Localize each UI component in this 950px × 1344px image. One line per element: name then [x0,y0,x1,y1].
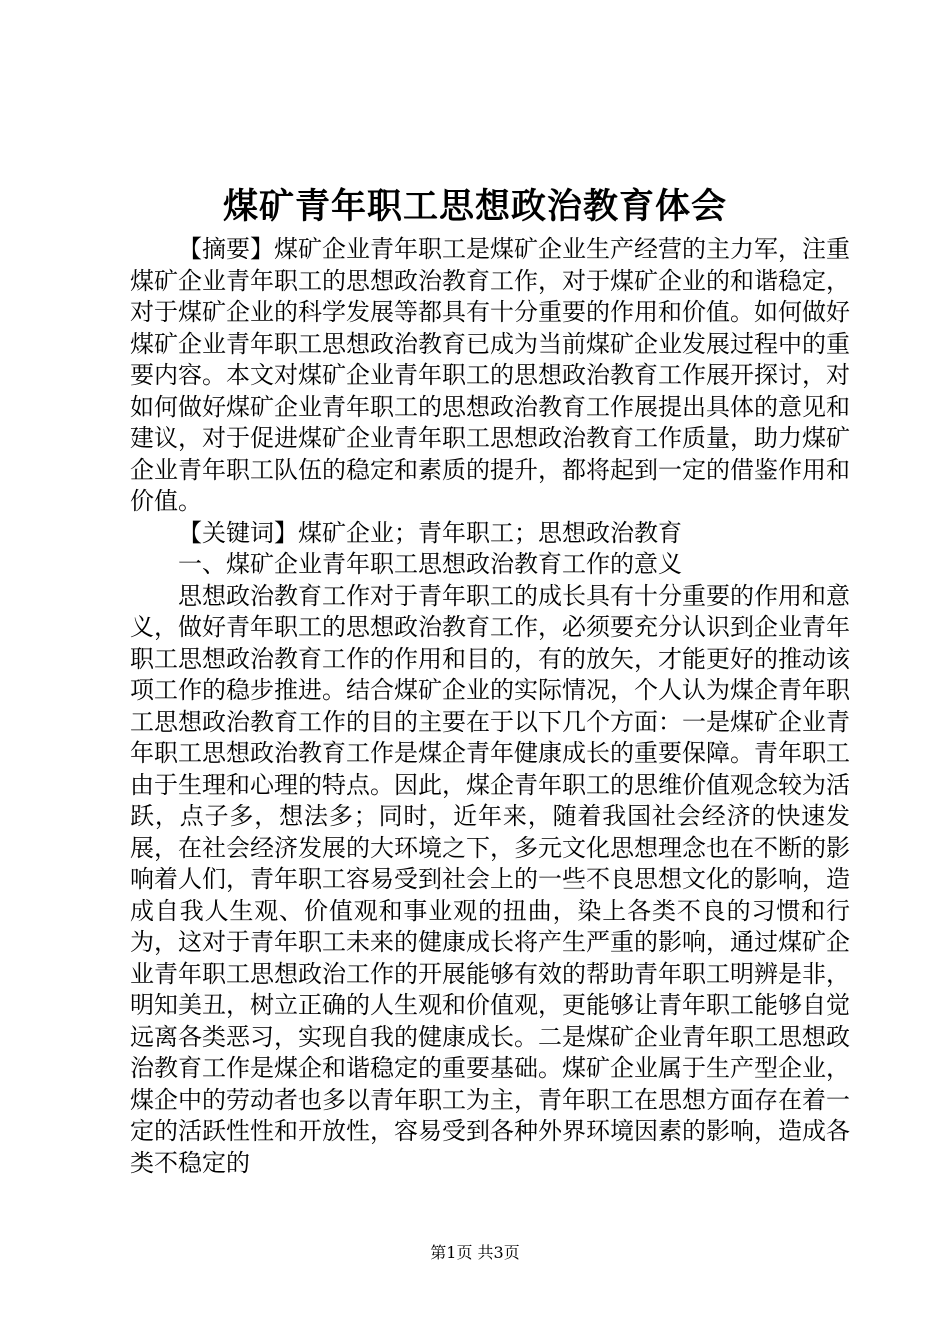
keywords-paragraph: 【关键词】煤矿企业；青年职工；思想政治教育 [178,518,682,547]
body-paragraph: 思想政治教育工作对于青年职工的成长具有十分重要的作用和意义，做好青年职工的思想政治教育工作，必须要充分认识到企业青年职工思想政治教育工作的作用和目的，有的放矢，才能更好的推动该项工作的稳步推进。结合煤矿企业的实际情况，个人认为煤企青年职工思想政治教育工作的目的主要在于以下几个方面：一是煤矿企业青年职工思想政治教育工作是煤企青年健康成长的重要保障。青年职工由于生理和心理的特点。因此，煤企青年职工的思维价值观念较为活跃，点子多，想法多；同时，近年来，随着我国社会经济的快速发展，在社会经济发展的大环境之下，多元文化思想理念也在不断的影响着人们，青年职工容易受到社会上的一些不良思想文化的影响，造成自我人生观、价值观和事业观的扭曲，染上各类不良的习惯和行为，这对于青年职工未来的健康成长将产生严重的影响，通过煤矿企业青年职工思想政治工作的开展能够有效的帮助青年职工明辨是非，明知美丑，树立正确的人生观和价值观，更能够让青年职工能够自觉远离各类恶习，实现自我的健康成长。二是煤矿企业青年职工思想政治教育工作是煤企和谐稳定的重要基础。煤矿企业属于生产型企业，煤企中的劳动者也多以青年职工为主，青年职工在思想方面存在着一定的活跃性性和开放性，容易受到各种外界环境因素的影响，造成各类不稳定的 [130,581,850,1177]
page-footer: 第1页 共3页 [430,1243,520,1262]
abstract-paragraph: 【摘要】煤矿企业青年职工是煤矿企业生产经营的主力军，注重煤矿企业青年职工的思想政治教育工作，对于煤矿企业的和谐稳定，对于煤矿企业的科学发展等都具有十分重要的作用和价值。如何做好煤矿企业青年职工思想政治教育已成为当前煤矿企业发展过程中的重要内容。本文对煤矿企业青年职工的思想政治教育工作展开探讨，对如何做好煤矿企业青年职工的思想政治教育工作展提出具体的意见和建议，对于促进煤矿企业青年职工思想政治教育工作质量，助力煤矿企业青年职工队伍的稳定和素质的提升，都将起到一定的借鉴作用和价值。 [130,235,850,515]
document-title: 煤矿青年职工思想政治教育体会 [222,186,727,227]
section-heading: 一、煤矿企业青年职工思想政治教育工作的意义 [178,550,682,578]
document-body [130,234,850,1179]
